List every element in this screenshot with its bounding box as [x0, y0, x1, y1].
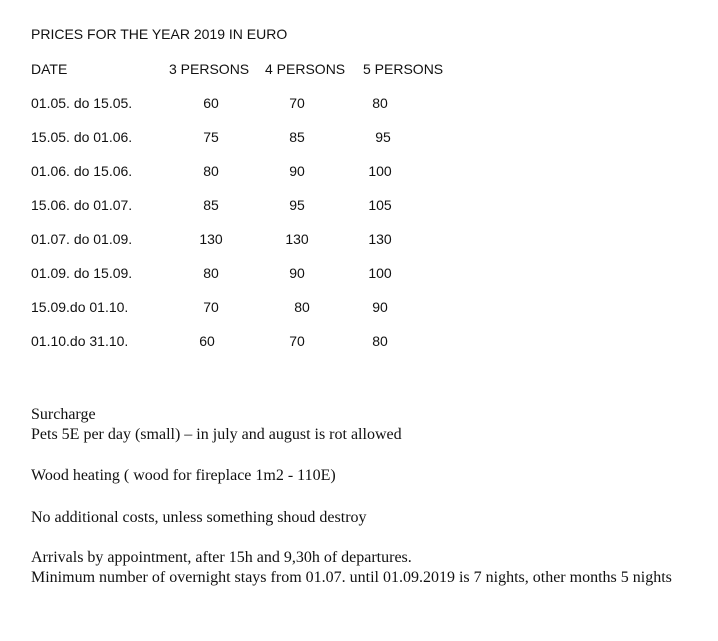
table-row — [0, 197, 718, 213]
row-date: 01.05. do 15.05. — [31, 95, 133, 111]
row-price-5-persons: 100 — [368, 163, 392, 179]
row-date: 01.06. do 15.06. — [31, 163, 133, 179]
row-price-5-persons: 90 — [372, 299, 388, 315]
row-price-4-persons: 80 — [294, 299, 310, 315]
row-price-4-persons: 70 — [289, 333, 305, 349]
table-row — [0, 129, 718, 145]
header-5-persons: 5 PERSONS — [363, 61, 444, 77]
row-price-5-persons: 100 — [368, 265, 392, 281]
row-price-5-persons: 95 — [375, 129, 391, 145]
document-title: PRICES FOR THE YEAR 2019 IN EURO — [31, 26, 288, 42]
minimum-stay-note: Minimum number of overnight stays from 01.07. until 01.09.2019 is 7 nights, other months 5 nights — [31, 569, 672, 586]
row-price-5-persons: 105 — [368, 197, 392, 213]
row-date: 15.06. do 01.07. — [31, 197, 133, 213]
row-date: 01.10.do 31.10. — [31, 333, 129, 349]
table-row — [0, 299, 718, 315]
table-row — [0, 231, 718, 247]
additional-costs-note: No additional costs, unless something shoud destroy — [31, 509, 367, 526]
row-price-3-persons: 130 — [199, 231, 223, 247]
arrivals-section — [31, 548, 711, 588]
row-price-5-persons: 80 — [372, 333, 388, 349]
wood-heating-note: Wood heating ( wood for fireplace 1m2 - 110E) — [31, 467, 336, 484]
table-row — [0, 163, 718, 179]
row-price-3-persons: 80 — [203, 265, 219, 281]
row-price-3-persons: 60 — [199, 333, 215, 349]
row-price-5-persons: 130 — [368, 231, 392, 247]
row-date: 01.07. do 01.09. — [31, 231, 133, 247]
row-price-3-persons: 75 — [203, 129, 219, 145]
header-date: DATE — [31, 61, 68, 77]
row-date: 01.09. do 15.09. — [31, 265, 133, 281]
row-date: 15.05. do 01.06. — [31, 129, 133, 145]
row-price-3-persons: 60 — [203, 95, 219, 111]
row-price-4-persons: 85 — [289, 129, 305, 145]
table-row — [0, 95, 718, 111]
surcharge-heading: Surcharge — [31, 406, 96, 423]
row-price-3-persons: 85 — [203, 197, 219, 213]
row-price-4-persons: 70 — [289, 95, 305, 111]
header-3-persons: 3 PERSONS — [169, 61, 250, 77]
pets-note: Pets 5E per day (small) – in july and august is rot allowed — [31, 426, 402, 443]
header-4-persons: 4 PERSONS — [265, 61, 346, 77]
row-price-3-persons: 80 — [203, 163, 219, 179]
row-price-4-persons: 90 — [289, 163, 305, 179]
row-price-5-persons: 80 — [372, 95, 388, 111]
row-price-3-persons: 70 — [203, 299, 219, 315]
arrivals-note: Arrivals by appointment, after 15h and 9,30h of departures. — [31, 549, 412, 566]
surcharge-section — [31, 405, 711, 445]
row-price-4-persons: 95 — [289, 197, 305, 213]
row-date: 15.09.do 01.10. — [31, 299, 129, 315]
row-price-4-persons: 90 — [289, 265, 305, 281]
table-row — [0, 333, 718, 349]
row-price-4-persons: 130 — [285, 231, 309, 247]
table-row — [0, 265, 718, 281]
